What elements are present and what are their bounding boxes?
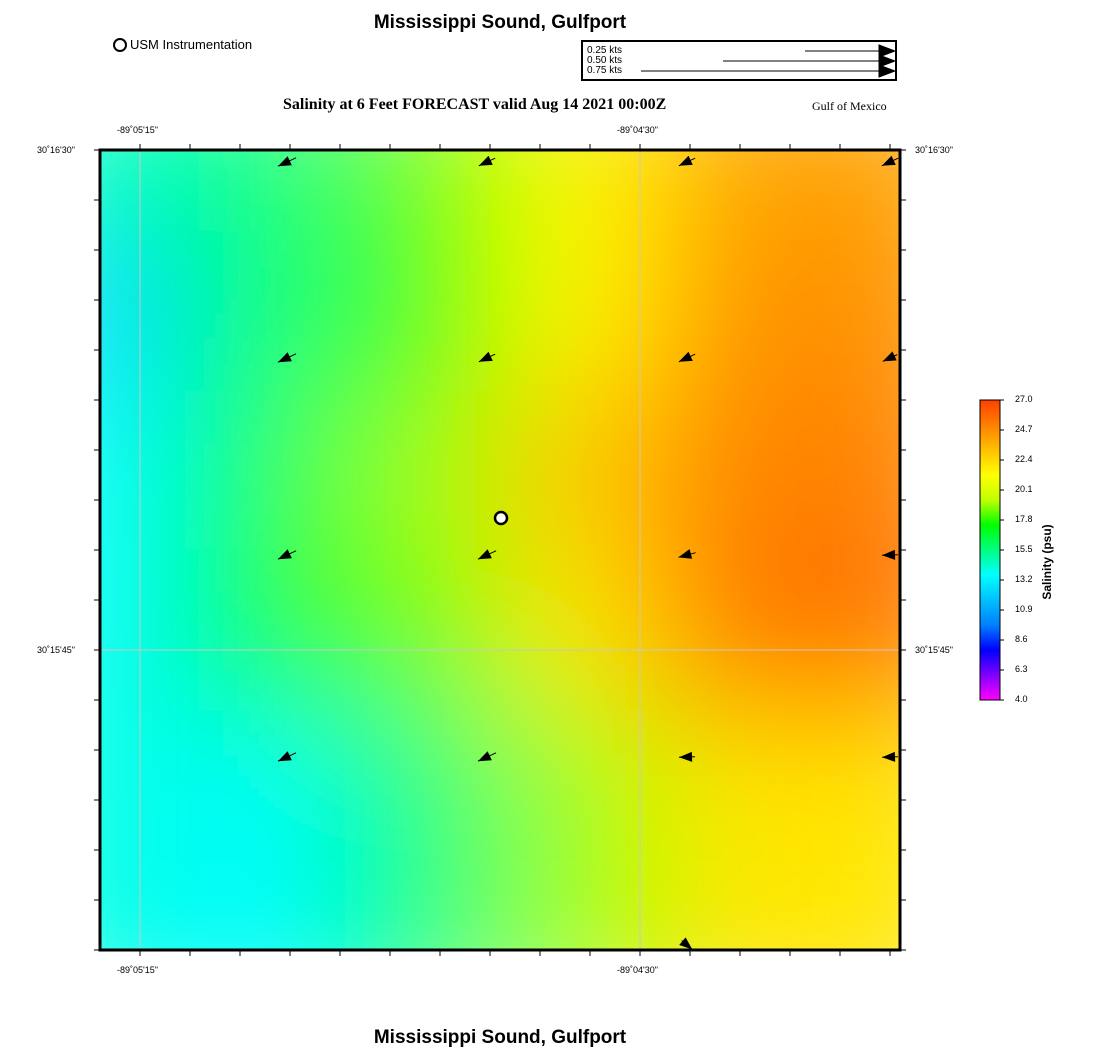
map-title: Mississippi Sound, Gulfport bbox=[373, 12, 627, 33]
lon-label-top-1: -89˚05'15" bbox=[117, 125, 158, 135]
lat-label-right-1: 30˚16'30" bbox=[915, 145, 953, 155]
colorbar-tick-label: 22.4 bbox=[1015, 454, 1033, 464]
forecast-subtitle: Salinity at 6 Feet FORECAST valid Aug 14 2021 00:00Z bbox=[283, 96, 667, 113]
heatmap-cell bbox=[660, 710, 980, 1030]
lat-label-left-2: 30˚15'45" bbox=[37, 645, 75, 655]
salinity-field bbox=[20, 70, 980, 1030]
vector-label-075: 0.75 kts bbox=[587, 65, 623, 76]
instrument-legend-label: USM Instrumentation bbox=[130, 37, 253, 52]
colorbar-tick-label: 20.1 bbox=[1015, 484, 1033, 494]
colorbar-title: Salinity (psu) bbox=[1040, 524, 1054, 600]
instrument-circle-icon bbox=[495, 512, 507, 524]
colorbar-tick-label: 8.6 bbox=[1015, 634, 1028, 644]
lon-label-top-2: -89˚04'30" bbox=[617, 125, 658, 135]
region-label: Gulf of Mexico bbox=[812, 99, 887, 113]
colorbar-tick-label: 15.5 bbox=[1015, 544, 1033, 554]
colorbar-tick-label: 17.8 bbox=[1015, 514, 1033, 524]
colorbar-tick-label: 27.0 bbox=[1015, 394, 1033, 404]
colorbar-tick-label: 6.3 bbox=[1015, 664, 1028, 674]
colorbar-tick-label: 13.2 bbox=[1015, 574, 1033, 584]
colorbar bbox=[975, 395, 1005, 705]
lon-label-bottom-2: -89˚04'30" bbox=[617, 965, 658, 975]
colorbar-gradient bbox=[980, 400, 1000, 700]
instrument-marker bbox=[495, 512, 507, 524]
footer-title: Mississippi Sound, Gulfport bbox=[373, 1027, 627, 1048]
colorbar-tick-label: 4.0 bbox=[1015, 694, 1028, 704]
lat-label-left-1: 30˚16'30" bbox=[37, 145, 75, 155]
lat-label-right-2: 30˚15'45" bbox=[915, 645, 953, 655]
colorbar-tick-label: 10.9 bbox=[1015, 604, 1033, 614]
vector-label-050: 0.50 kts bbox=[587, 55, 623, 66]
colorbar-tick-label: 24.7 bbox=[1015, 424, 1033, 434]
vector-label-025: 0.25 kts bbox=[587, 45, 623, 56]
lon-label-bottom-1: -89˚05'15" bbox=[117, 965, 158, 975]
